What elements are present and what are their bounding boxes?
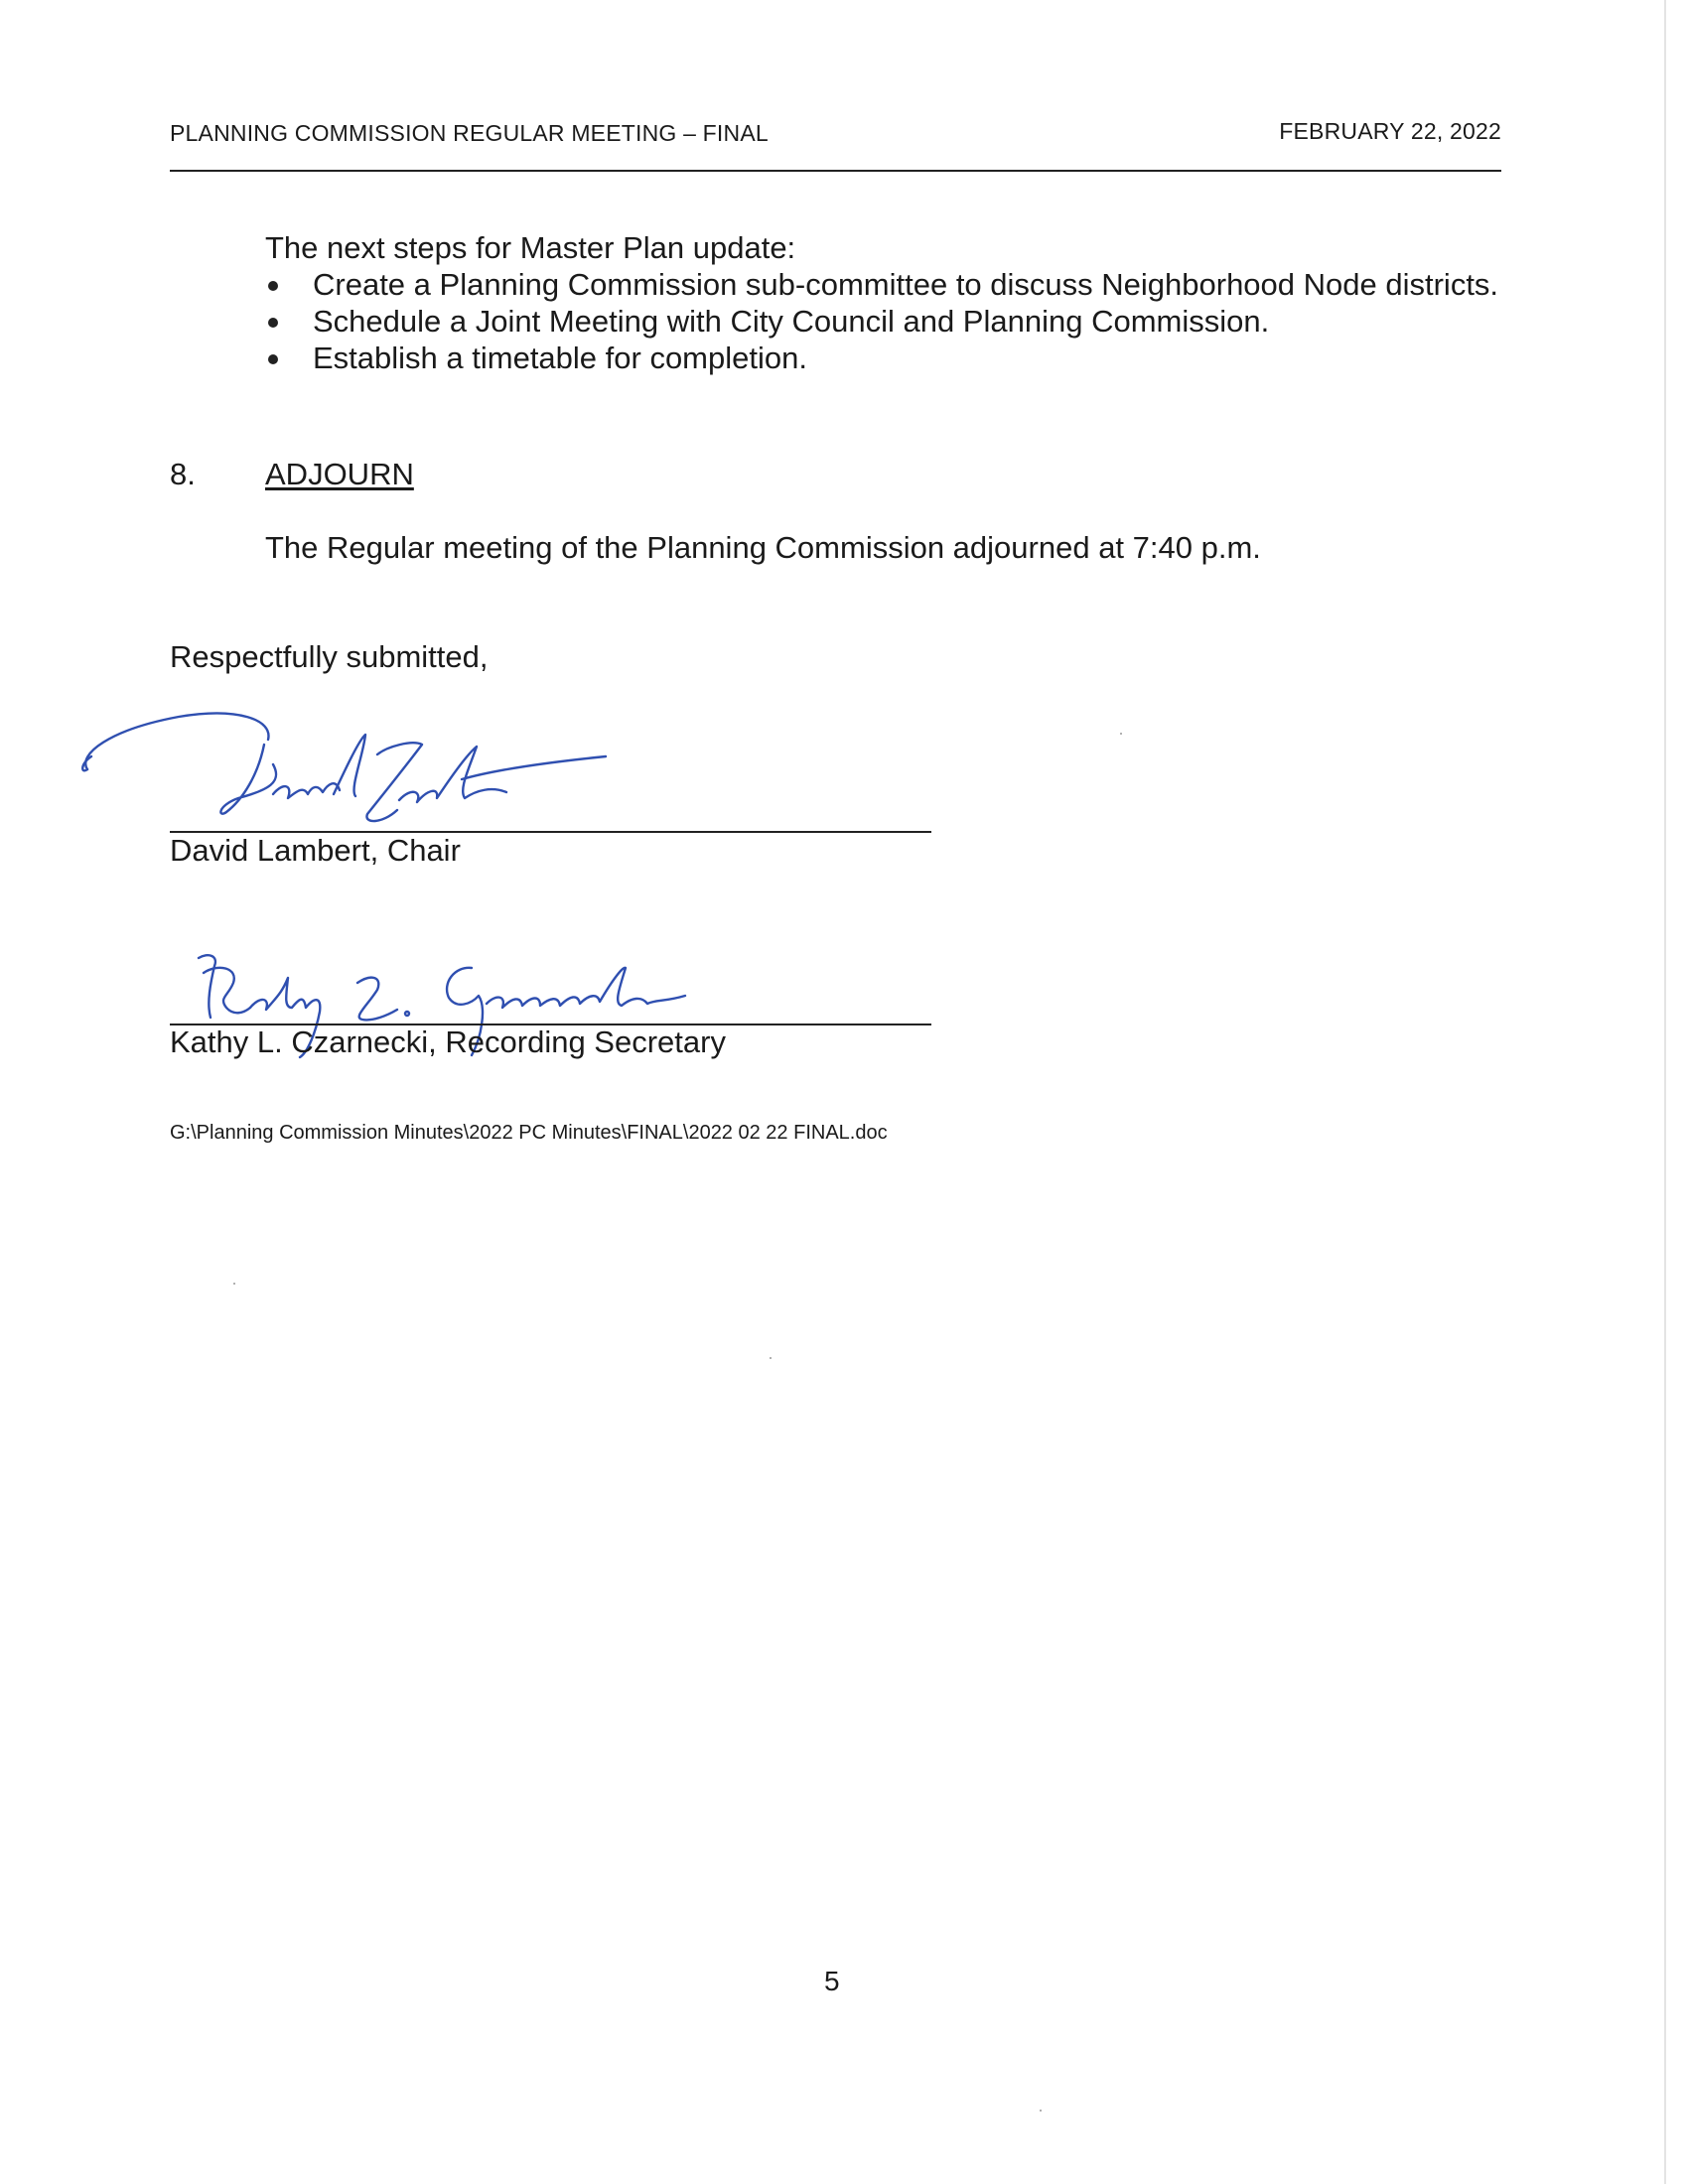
- header-date: FEBRUARY 22, 2022: [1279, 118, 1501, 144]
- list-item-text: Create a Planning Commission sub-committee to discuss Neighborhood Node districts.: [313, 267, 1499, 302]
- list-item-text: Schedule a Joint Meeting with City Council and Planning Commission.: [313, 304, 1270, 339]
- section-number: 8.: [170, 457, 196, 491]
- page-number: 5: [824, 1966, 840, 1996]
- bullet-icon: [268, 318, 278, 328]
- chair-name: David Lambert, Chair: [170, 833, 461, 868]
- next-steps-intro: The next steps for Master Plan update:: [265, 230, 796, 265]
- scan-speck: [770, 1357, 772, 1359]
- scan-speck: [233, 1283, 235, 1285]
- secretary-name: Kathy L. Czarnecki, Recording Secretary: [170, 1024, 726, 1059]
- closing-salutation: Respectfully submitted,: [170, 639, 489, 674]
- list-item: [265, 303, 1501, 340]
- scan-speck: [1040, 2110, 1042, 2112]
- bullet-icon: [268, 281, 278, 291]
- page-edge-shadow: [1664, 0, 1666, 2184]
- scan-speck: [1120, 733, 1122, 735]
- file-path-footer: G:\Planning Commission Minutes\2022 PC Minutes\FINAL\2022 02 22 FINAL.doc: [170, 1122, 888, 1144]
- chair-signature: [70, 695, 626, 844]
- header-title: PLANNING COMMISSION REGULAR MEETING – FINAL: [170, 120, 769, 146]
- section-heading: ADJOURN: [265, 457, 414, 491]
- next-steps-list: [265, 266, 1501, 376]
- list-item-text: Establish a timetable for completion.: [313, 341, 807, 375]
- bullet-icon: [268, 354, 278, 364]
- list-item: [265, 340, 1501, 376]
- header-divider: [170, 170, 1501, 172]
- list-item: [265, 266, 1501, 303]
- adjourn-statement: The Regular meeting of the Planning Commission adjourned at 7:40 p.m.: [265, 530, 1261, 565]
